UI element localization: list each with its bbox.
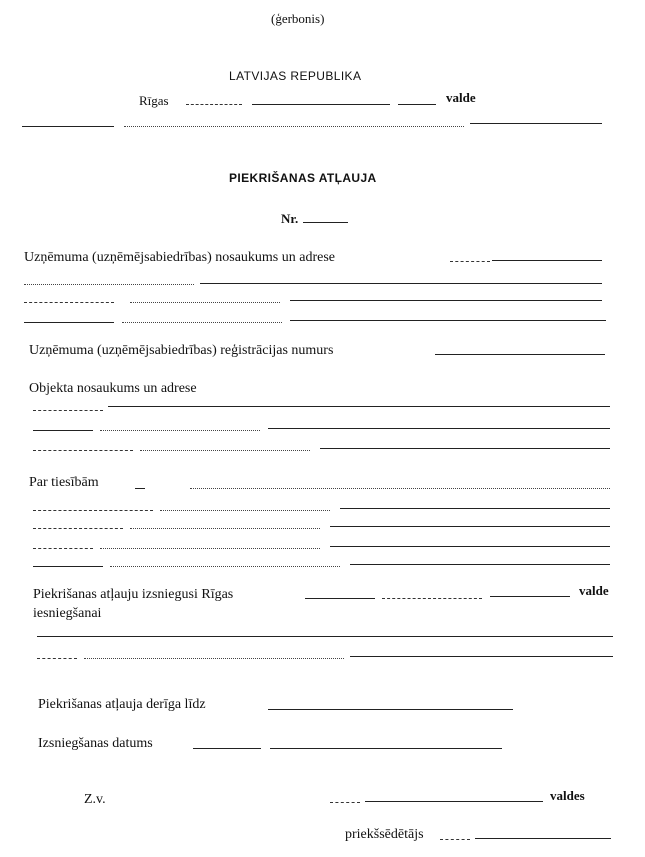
company-line-3a bbox=[24, 322, 114, 323]
company-line-2c bbox=[290, 300, 602, 301]
object-line-2c bbox=[268, 428, 610, 429]
chair-signature-blank-1 bbox=[440, 839, 470, 840]
object-name-address-label: Objekta nosaukums un adrese bbox=[29, 381, 197, 396]
number-blank bbox=[303, 222, 348, 223]
company-name-address-label: Uzņēmuma (uzņēmējsabiedrības) nosaukums un adrese bbox=[24, 250, 336, 265]
rights-line-2b bbox=[130, 528, 320, 529]
number-label: Nr. bbox=[281, 211, 299, 226]
issued-by-label: Piekrišanas atļauju izsniegusi Rīgas bbox=[33, 587, 234, 602]
object-line-2b bbox=[100, 430, 260, 431]
rights-blank-0b bbox=[190, 488, 610, 489]
city-blank-1 bbox=[186, 104, 242, 105]
object-line-3b bbox=[140, 450, 310, 451]
rights-line-3b bbox=[100, 548, 320, 549]
coat-of-arms-placeholder: (ģerbonis) bbox=[271, 11, 325, 26]
company-blank-0b bbox=[492, 260, 602, 261]
seal-placeholder: Z.v. bbox=[84, 792, 106, 807]
company-line-2b bbox=[130, 302, 280, 303]
chair-signature-blank-2 bbox=[475, 838, 611, 839]
city-blank-3 bbox=[398, 104, 436, 105]
object-line-2a bbox=[33, 430, 93, 431]
header-address-line-2 bbox=[124, 126, 464, 127]
submission-line-1 bbox=[37, 636, 613, 637]
header-address-line-3 bbox=[470, 123, 602, 124]
issued-by-blank-2 bbox=[382, 598, 482, 599]
submission-line-2c bbox=[350, 656, 613, 657]
issued-by-blank-3 bbox=[490, 596, 570, 597]
object-line-3a bbox=[33, 450, 133, 451]
board-label: valdes bbox=[550, 788, 585, 803]
company-line-1b bbox=[200, 283, 602, 284]
issue-date-blank-1 bbox=[193, 748, 261, 749]
rights-line-4b bbox=[110, 566, 340, 567]
board-signature-blank-1 bbox=[330, 802, 360, 803]
submission-line-2a bbox=[37, 658, 77, 659]
issued-by-suffix-label: valde bbox=[579, 583, 609, 598]
valid-until-label: Piekrišanas atļauja derīga līdz bbox=[38, 697, 206, 712]
registration-number-blank bbox=[435, 354, 605, 355]
rights-line-3a bbox=[33, 548, 93, 549]
rights-line-2c bbox=[330, 526, 610, 527]
chair-label: priekšsēdētājs bbox=[345, 827, 424, 842]
rights-line-3c bbox=[330, 546, 610, 547]
rights-line-4c bbox=[350, 564, 610, 565]
company-line-2a bbox=[24, 302, 114, 303]
company-line-3c bbox=[290, 320, 606, 321]
rights-line-2a bbox=[33, 528, 123, 529]
rights-line-4a bbox=[33, 566, 103, 567]
header-address-line-1 bbox=[22, 126, 114, 127]
document-title: PIEKRIŠANAS ATĻAUJA bbox=[229, 171, 377, 185]
city-blank-2 bbox=[252, 104, 390, 105]
submission-line-2b bbox=[84, 658, 344, 659]
republic-heading: LATVIJAS REPUBLIKA bbox=[229, 69, 362, 83]
rights-label: Par tiesībām bbox=[29, 475, 99, 490]
object-line-3c bbox=[320, 448, 610, 449]
submission-label: iesniegšanai bbox=[33, 606, 102, 621]
board-suffix-label: valde bbox=[446, 90, 476, 105]
issue-date-blank-2 bbox=[270, 748, 502, 749]
object-line-1b bbox=[108, 406, 610, 407]
rights-line-1a bbox=[33, 510, 153, 511]
rights-blank-0a bbox=[135, 488, 145, 489]
object-line-1a bbox=[33, 410, 103, 411]
board-signature-blank-2 bbox=[365, 801, 543, 802]
company-blank-0a bbox=[450, 261, 490, 262]
registration-number-label: Uzņēmuma (uzņēmējsabiedrības) reģistrācijas numurs bbox=[29, 343, 334, 358]
valid-until-blank bbox=[268, 709, 513, 710]
city-prefix-label: Rīgas bbox=[139, 93, 169, 108]
issued-by-blank-1 bbox=[305, 598, 375, 599]
company-line-1a bbox=[24, 284, 194, 285]
issue-date-label: Izsniegšanas datums bbox=[38, 736, 153, 751]
company-line-3b bbox=[122, 322, 282, 323]
rights-line-1c bbox=[340, 508, 610, 509]
rights-line-1b bbox=[160, 510, 330, 511]
